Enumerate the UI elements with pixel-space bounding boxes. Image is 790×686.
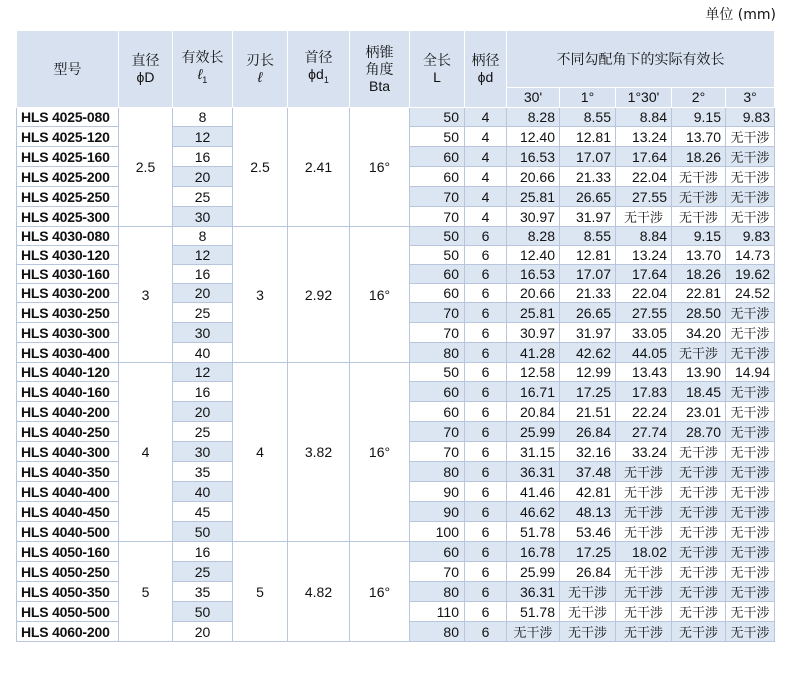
- effective-length-cell: 25: [173, 187, 233, 207]
- effective-length-value-cell: 14.73: [726, 246, 775, 265]
- effective-length-value-cell: 18.26: [672, 265, 726, 284]
- table-row: [17, 363, 775, 382]
- effective-length-value-cell: 17.64: [616, 265, 672, 284]
- total-length-cell: 50: [410, 227, 465, 246]
- effective-length-value-cell: 26.84: [560, 562, 616, 582]
- blade-length-cell: 4: [233, 363, 288, 542]
- effective-length-value-cell: 8.55: [560, 108, 616, 127]
- model-cell: HLS 4050-250: [17, 562, 119, 582]
- header-neck-diameter: 首径 $\phi d_1$: [288, 31, 350, 108]
- effective-length-value-cell: 无干涉: [672, 502, 726, 522]
- effective-length-value-cell: 18.45: [672, 382, 726, 402]
- blade-length-cell: 3: [233, 227, 288, 363]
- model-cell: HLS 4030-250: [17, 303, 119, 323]
- effective-length-value-cell: 无干涉: [726, 562, 775, 582]
- effective-length-value-cell: 24.52: [726, 284, 775, 303]
- neck-diameter-cell: 4.82: [288, 542, 350, 642]
- effective-length-value-cell: 28.70: [672, 422, 726, 442]
- blade-length-cell: 5: [233, 542, 288, 642]
- effective-length-value-cell: 无干涉: [726, 582, 775, 602]
- blade-length-cell: 2.5: [233, 108, 288, 227]
- model-cell: HLS 4030-200: [17, 284, 119, 303]
- header-total-length: 全长 L: [410, 31, 465, 108]
- effective-length-value-cell: 无干涉: [726, 502, 775, 522]
- effective-length-value-cell: 42.62: [560, 343, 616, 363]
- total-length-cell: 50: [410, 108, 465, 127]
- effective-length-value-cell: 8.28: [507, 227, 560, 246]
- effective-length-value-cell: 26.65: [560, 187, 616, 207]
- effective-length-value-cell: 8.84: [616, 108, 672, 127]
- model-cell: HLS 4050-350: [17, 582, 119, 602]
- effective-length-value-cell: 14.94: [726, 363, 775, 382]
- effective-length-value-cell: 无干涉: [726, 127, 775, 147]
- effective-length-cell: 16: [173, 147, 233, 167]
- effective-length-cell: 30: [173, 323, 233, 343]
- effective-length-value-cell: 无干涉: [672, 343, 726, 363]
- effective-length-value-cell: 无干涉: [726, 323, 775, 343]
- effective-length-cell: 20: [173, 284, 233, 303]
- effective-length-cell: 35: [173, 582, 233, 602]
- total-length-cell: 60: [410, 542, 465, 562]
- neck-diameter-cell: 2.41: [288, 108, 350, 227]
- effective-length-value-cell: 17.07: [560, 147, 616, 167]
- effective-length-cell: 30: [173, 207, 233, 227]
- model-cell: HLS 4040-200: [17, 402, 119, 422]
- effective-length-value-cell: 无干涉: [560, 582, 616, 602]
- effective-length-value-cell: 25.81: [507, 303, 560, 323]
- shank-diameter-cell: 6: [465, 402, 507, 422]
- effective-length-value-cell: 无干涉: [726, 442, 775, 462]
- total-length-cell: 60: [410, 284, 465, 303]
- effective-length-value-cell: 42.81: [560, 482, 616, 502]
- effective-length-cell: 12: [173, 127, 233, 147]
- total-length-cell: 70: [410, 442, 465, 462]
- diameter-cell: 5: [119, 542, 173, 642]
- model-cell: HLS 4025-160: [17, 147, 119, 167]
- model-cell: HLS 4040-450: [17, 502, 119, 522]
- table-body: [17, 108, 775, 642]
- effective-length-value-cell: 无干涉: [726, 482, 775, 502]
- header-angle-30min: 30': [507, 88, 560, 108]
- total-length-cell: 50: [410, 363, 465, 382]
- effective-length-value-cell: 无干涉: [560, 602, 616, 622]
- effective-length-value-cell: 无干涉: [616, 602, 672, 622]
- model-cell: HLS 4040-160: [17, 382, 119, 402]
- model-cell: HLS 4040-400: [17, 482, 119, 502]
- effective-length-value-cell: 53.46: [560, 522, 616, 542]
- effective-length-value-cell: 41.28: [507, 343, 560, 363]
- effective-length-value-cell: 31.15: [507, 442, 560, 462]
- effective-length-value-cell: 25.99: [507, 422, 560, 442]
- diameter-cell: 2.5: [119, 108, 173, 227]
- total-length-cell: 60: [410, 147, 465, 167]
- effective-length-cell: 20: [173, 167, 233, 187]
- effective-length-value-cell: 无干涉: [726, 303, 775, 323]
- effective-length-value-cell: 无干涉: [726, 147, 775, 167]
- effective-length-value-cell: 31.97: [560, 323, 616, 343]
- effective-length-cell: 16: [173, 265, 233, 284]
- effective-length-value-cell: 32.16: [560, 442, 616, 462]
- effective-length-cell: 35: [173, 462, 233, 482]
- effective-length-value-cell: 17.25: [560, 382, 616, 402]
- effective-length-value-cell: 12.81: [560, 246, 616, 265]
- shank-diameter-cell: 6: [465, 522, 507, 542]
- model-cell: HLS 4025-120: [17, 127, 119, 147]
- effective-length-value-cell: 13.70: [672, 246, 726, 265]
- effective-length-cell: 8: [173, 227, 233, 246]
- effective-length-value-cell: 无干涉: [560, 622, 616, 642]
- effective-length-value-cell: 无干涉: [616, 622, 672, 642]
- shank-diameter-cell: 6: [465, 502, 507, 522]
- effective-length-cell: 16: [173, 382, 233, 402]
- effective-length-value-cell: 无干涉: [672, 542, 726, 562]
- effective-length-cell: 20: [173, 622, 233, 642]
- model-cell: HLS 4030-400: [17, 343, 119, 363]
- effective-length-value-cell: 44.05: [616, 343, 672, 363]
- effective-length-cell: 40: [173, 482, 233, 502]
- effective-length-value-cell: 无干涉: [672, 442, 726, 462]
- total-length-cell: 70: [410, 422, 465, 442]
- model-cell: HLS 4025-300: [17, 207, 119, 227]
- effective-length-value-cell: 无干涉: [726, 382, 775, 402]
- effective-length-value-cell: 33.24: [616, 442, 672, 462]
- effective-length-cell: 12: [173, 246, 233, 265]
- effective-length-value-cell: 无干涉: [726, 422, 775, 442]
- effective-length-value-cell: 无干涉: [672, 187, 726, 207]
- shank-diameter-cell: 6: [465, 482, 507, 502]
- effective-length-value-cell: 13.70: [672, 127, 726, 147]
- effective-length-value-cell: 46.62: [507, 502, 560, 522]
- effective-length-value-cell: 30.97: [507, 323, 560, 343]
- effective-length-value-cell: 48.13: [560, 502, 616, 522]
- neck-diameter-cell: 2.92: [288, 227, 350, 363]
- shank-diameter-cell: 6: [465, 363, 507, 382]
- effective-length-value-cell: 13.24: [616, 246, 672, 265]
- effective-length-value-cell: 无干涉: [726, 402, 775, 422]
- effective-length-value-cell: 12.99: [560, 363, 616, 382]
- effective-length-value-cell: 21.33: [560, 284, 616, 303]
- header-angles-title: 不同勾配角下的实际有效长: [507, 31, 775, 88]
- effective-length-value-cell: 9.83: [726, 108, 775, 127]
- effective-length-value-cell: 17.83: [616, 382, 672, 402]
- shank-diameter-cell: 6: [465, 582, 507, 602]
- effective-length-value-cell: 36.31: [507, 462, 560, 482]
- effective-length-value-cell: 无干涉: [726, 207, 775, 227]
- model-cell: HLS 4030-300: [17, 323, 119, 343]
- header-diameter: 直径 ϕD: [119, 31, 173, 108]
- effective-length-value-cell: 23.01: [672, 402, 726, 422]
- model-cell: HLS 4025-250: [17, 187, 119, 207]
- effective-length-value-cell: 9.15: [672, 108, 726, 127]
- effective-length-value-cell: 无干涉: [616, 562, 672, 582]
- effective-length-value-cell: 无干涉: [726, 542, 775, 562]
- effective-length-value-cell: 无干涉: [672, 207, 726, 227]
- total-length-cell: 70: [410, 323, 465, 343]
- shank-diameter-cell: 4: [465, 167, 507, 187]
- effective-length-value-cell: 无干涉: [726, 602, 775, 622]
- effective-length-value-cell: 无干涉: [616, 207, 672, 227]
- model-cell: HLS 4030-160: [17, 265, 119, 284]
- shank-diameter-cell: 6: [465, 265, 507, 284]
- effective-length-value-cell: 16.78: [507, 542, 560, 562]
- effective-length-value-cell: 17.07: [560, 265, 616, 284]
- effective-length-value-cell: 16.53: [507, 147, 560, 167]
- effective-length-cell: 40: [173, 343, 233, 363]
- shank-diameter-cell: 4: [465, 207, 507, 227]
- shank-diameter-cell: 6: [465, 284, 507, 303]
- header-effective-length: 有效长 ℓ$_1$: [173, 31, 233, 108]
- shank-diameter-cell: 4: [465, 147, 507, 167]
- diameter-cell: 4: [119, 363, 173, 542]
- model-cell: HLS 4030-120: [17, 246, 119, 265]
- effective-length-value-cell: 无干涉: [672, 482, 726, 502]
- shank-diameter-cell: 6: [465, 602, 507, 622]
- effective-length-value-cell: 34.20: [672, 323, 726, 343]
- effective-length-value-cell: 13.24: [616, 127, 672, 147]
- table-row: [17, 542, 775, 562]
- shank-diameter-cell: 6: [465, 542, 507, 562]
- taper-angle-cell: 16°: [350, 227, 410, 363]
- header-angle-1deg30: 1°30': [616, 88, 672, 108]
- effective-length-value-cell: 13.43: [616, 363, 672, 382]
- model-cell: HLS 4025-080: [17, 108, 119, 127]
- total-length-cell: 110: [410, 602, 465, 622]
- total-length-cell: 80: [410, 462, 465, 482]
- effective-length-value-cell: 16.71: [507, 382, 560, 402]
- effective-length-value-cell: 无干涉: [672, 582, 726, 602]
- effective-length-value-cell: 27.55: [616, 187, 672, 207]
- effective-length-value-cell: 无干涉: [672, 622, 726, 642]
- effective-length-cell: 45: [173, 502, 233, 522]
- model-cell: HLS 4060-200: [17, 622, 119, 642]
- effective-length-value-cell: 25.99: [507, 562, 560, 582]
- effective-length-cell: 16: [173, 542, 233, 562]
- table-row: [17, 108, 775, 127]
- effective-length-cell: 50: [173, 602, 233, 622]
- taper-angle-cell: 16°: [350, 108, 410, 227]
- total-length-cell: 80: [410, 343, 465, 363]
- total-length-cell: 90: [410, 502, 465, 522]
- model-cell: HLS 4050-500: [17, 602, 119, 622]
- effective-length-value-cell: 30.97: [507, 207, 560, 227]
- taper-angle-cell: 16°: [350, 542, 410, 642]
- effective-length-value-cell: 20.66: [507, 167, 560, 187]
- total-length-cell: 70: [410, 187, 465, 207]
- shank-diameter-cell: 6: [465, 422, 507, 442]
- effective-length-value-cell: 无干涉: [726, 462, 775, 482]
- total-length-cell: 90: [410, 482, 465, 502]
- header-angle-3deg: 3°: [726, 88, 775, 108]
- shank-diameter-cell: 6: [465, 462, 507, 482]
- effective-length-value-cell: 无干涉: [672, 602, 726, 622]
- shank-diameter-cell: 4: [465, 187, 507, 207]
- header-angle-2deg: 2°: [672, 88, 726, 108]
- effective-length-value-cell: 17.25: [560, 542, 616, 562]
- effective-length-value-cell: 21.51: [560, 402, 616, 422]
- taper-angle-cell: 16°: [350, 363, 410, 542]
- effective-length-value-cell: 27.55: [616, 303, 672, 323]
- effective-length-value-cell: 无干涉: [726, 343, 775, 363]
- header-model: 型号: [17, 31, 119, 108]
- total-length-cell: 60: [410, 382, 465, 402]
- effective-length-value-cell: 20.66: [507, 284, 560, 303]
- effective-length-value-cell: 无干涉: [726, 187, 775, 207]
- model-cell: HLS 4040-250: [17, 422, 119, 442]
- effective-length-cell: 25: [173, 303, 233, 323]
- effective-length-value-cell: 无干涉: [672, 562, 726, 582]
- effective-length-value-cell: 9.15: [672, 227, 726, 246]
- effective-length-cell: 50: [173, 522, 233, 542]
- total-length-cell: 80: [410, 582, 465, 602]
- effective-length-value-cell: 8.84: [616, 227, 672, 246]
- effective-length-value-cell: 无干涉: [616, 462, 672, 482]
- specification-table: [16, 30, 775, 642]
- effective-length-cell: 8: [173, 108, 233, 127]
- total-length-cell: 70: [410, 207, 465, 227]
- effective-length-value-cell: 无干涉: [672, 167, 726, 187]
- effective-length-value-cell: 无干涉: [616, 522, 672, 542]
- effective-length-value-cell: 8.55: [560, 227, 616, 246]
- effective-length-value-cell: 27.74: [616, 422, 672, 442]
- header-shank-diameter: 柄径 ϕd: [465, 31, 507, 108]
- effective-length-value-cell: 12.81: [560, 127, 616, 147]
- effective-length-value-cell: 18.02: [616, 542, 672, 562]
- model-cell: HLS 4040-350: [17, 462, 119, 482]
- total-length-cell: 70: [410, 303, 465, 323]
- effective-length-value-cell: 37.48: [560, 462, 616, 482]
- total-length-cell: 70: [410, 562, 465, 582]
- total-length-cell: 80: [410, 622, 465, 642]
- effective-length-value-cell: 36.31: [507, 582, 560, 602]
- shank-diameter-cell: 6: [465, 246, 507, 265]
- effective-length-value-cell: 22.24: [616, 402, 672, 422]
- total-length-cell: 60: [410, 265, 465, 284]
- shank-diameter-cell: 6: [465, 303, 507, 323]
- shank-diameter-cell: 6: [465, 382, 507, 402]
- shank-diameter-cell: 6: [465, 442, 507, 462]
- effective-length-value-cell: 22.04: [616, 284, 672, 303]
- effective-length-value-cell: 25.81: [507, 187, 560, 207]
- effective-length-value-cell: 26.84: [560, 422, 616, 442]
- effective-length-value-cell: 22.04: [616, 167, 672, 187]
- total-length-cell: 60: [410, 167, 465, 187]
- effective-length-value-cell: 无干涉: [616, 502, 672, 522]
- effective-length-value-cell: 无干涉: [726, 522, 775, 542]
- effective-length-value-cell: 12.58: [507, 363, 560, 382]
- effective-length-value-cell: 无干涉: [616, 582, 672, 602]
- effective-length-value-cell: 26.65: [560, 303, 616, 323]
- total-length-cell: 50: [410, 246, 465, 265]
- effective-length-value-cell: 28.50: [672, 303, 726, 323]
- model-cell: HLS 4025-200: [17, 167, 119, 187]
- effective-length-value-cell: 13.90: [672, 363, 726, 382]
- shank-diameter-cell: 4: [465, 127, 507, 147]
- effective-length-cell: 25: [173, 422, 233, 442]
- header-angle-1deg: 1°: [560, 88, 616, 108]
- header-taper-angle: 柄锥 角度 Bta: [350, 31, 410, 108]
- effective-length-value-cell: 33.05: [616, 323, 672, 343]
- effective-length-value-cell: 12.40: [507, 246, 560, 265]
- model-cell: HLS 4040-120: [17, 363, 119, 382]
- effective-length-value-cell: 无干涉: [726, 167, 775, 187]
- effective-length-value-cell: 18.26: [672, 147, 726, 167]
- header-blade-length: 刃长 ℓ: [233, 31, 288, 108]
- total-length-cell: 50: [410, 127, 465, 147]
- shank-diameter-cell: 6: [465, 562, 507, 582]
- effective-length-cell: 30: [173, 442, 233, 462]
- model-cell: HLS 4040-500: [17, 522, 119, 542]
- effective-length-value-cell: 31.97: [560, 207, 616, 227]
- table-row: [17, 227, 775, 246]
- shank-diameter-cell: 6: [465, 622, 507, 642]
- effective-length-value-cell: 无干涉: [616, 482, 672, 502]
- effective-length-value-cell: 20.84: [507, 402, 560, 422]
- effective-length-value-cell: 无干涉: [672, 522, 726, 542]
- shank-diameter-cell: 6: [465, 343, 507, 363]
- effective-length-value-cell: 51.78: [507, 522, 560, 542]
- effective-length-value-cell: 8.28: [507, 108, 560, 127]
- effective-length-value-cell: 无干涉: [672, 462, 726, 482]
- effective-length-cell: 12: [173, 363, 233, 382]
- effective-length-value-cell: 16.53: [507, 265, 560, 284]
- effective-length-value-cell: 无干涉: [726, 622, 775, 642]
- effective-length-value-cell: 无干涉: [507, 622, 560, 642]
- effective-length-value-cell: 19.62: [726, 265, 775, 284]
- effective-length-value-cell: 41.46: [507, 482, 560, 502]
- neck-diameter-cell: 3.82: [288, 363, 350, 542]
- model-cell: HLS 4040-300: [17, 442, 119, 462]
- effective-length-value-cell: 12.40: [507, 127, 560, 147]
- total-length-cell: 60: [410, 402, 465, 422]
- shank-diameter-cell: 6: [465, 227, 507, 246]
- effective-length-value-cell: 17.64: [616, 147, 672, 167]
- shank-diameter-cell: 6: [465, 323, 507, 343]
- diameter-cell: 3: [119, 227, 173, 363]
- shank-diameter-cell: 4: [465, 108, 507, 127]
- effective-length-value-cell: 51.78: [507, 602, 560, 622]
- effective-length-value-cell: 22.81: [672, 284, 726, 303]
- unit-label: 单位 (mm): [705, 7, 776, 23]
- effective-length-value-cell: 9.83: [726, 227, 775, 246]
- effective-length-value-cell: 21.33: [560, 167, 616, 187]
- effective-length-cell: 20: [173, 402, 233, 422]
- model-cell: HLS 4050-160: [17, 542, 119, 562]
- total-length-cell: 100: [410, 522, 465, 542]
- model-cell: HLS 4030-080: [17, 227, 119, 246]
- effective-length-cell: 25: [173, 562, 233, 582]
